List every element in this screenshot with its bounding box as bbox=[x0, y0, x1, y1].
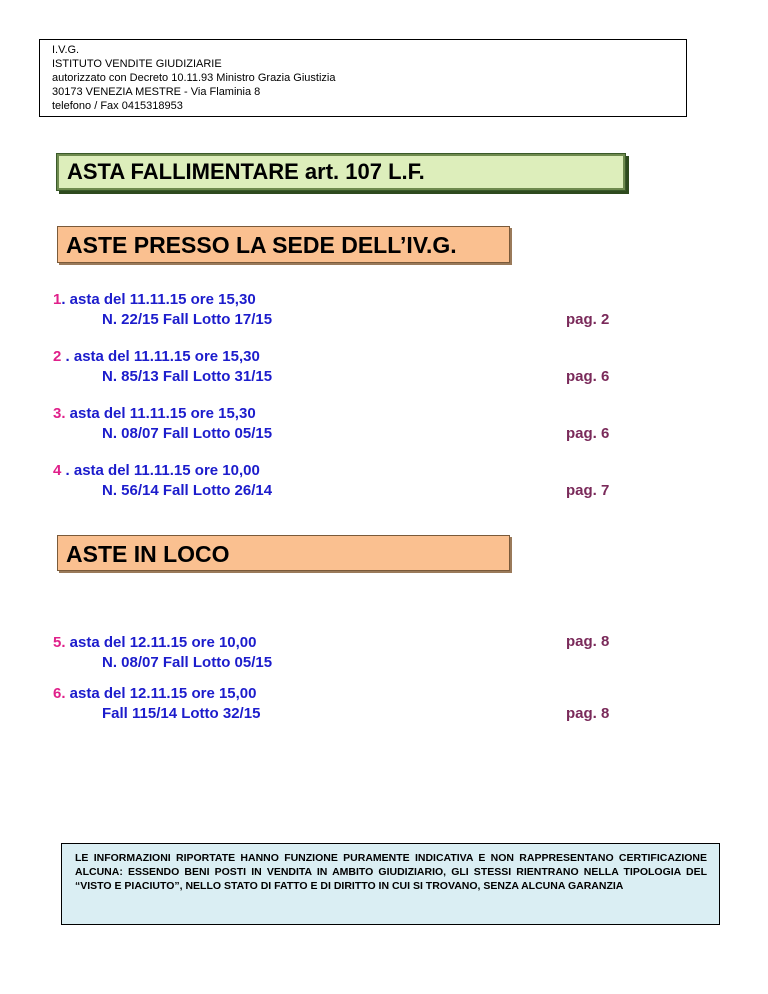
item-date: . asta del 11.11.15 ore 15,30 bbox=[61, 348, 260, 365]
item-date: asta del 11.11.15 ore 15,30 bbox=[65, 405, 256, 422]
list-item bbox=[53, 684, 260, 724]
item-lot: N. 08/07 Fall Lotto 05/15 bbox=[102, 654, 273, 671]
list-item bbox=[53, 633, 272, 673]
section-title-sede: ASTE PRESSO LA SEDE DELL’IV.G. bbox=[57, 226, 510, 263]
item-lot: N. 85/13 Fall Lotto 31/15 bbox=[102, 368, 273, 385]
item-number: 4 bbox=[53, 462, 62, 479]
header-authorization: autorizzato con Decreto 10.11.93 Ministro Grazia Giustizia bbox=[52, 72, 336, 84]
item-number: 3. bbox=[53, 405, 66, 422]
item-page-ref: pag. 7 bbox=[566, 482, 610, 499]
header-org-abbrev: I.V.G. bbox=[52, 44, 80, 56]
item-page-ref: pag. 2 bbox=[566, 311, 610, 328]
item-lot: Fall 115/14 Lotto 32/15 bbox=[102, 705, 261, 722]
item-page-ref: pag. 6 bbox=[566, 425, 610, 442]
item-number: 6. bbox=[53, 685, 66, 702]
list-item bbox=[53, 290, 272, 330]
header-phone: telefono / Fax 0415318953 bbox=[52, 100, 183, 112]
page-title: ASTA FALLIMENTARE art. 107 L.F. bbox=[56, 153, 626, 191]
item-number: 5. bbox=[53, 634, 66, 651]
item-number: 1 bbox=[53, 291, 62, 308]
header-address: 30173 VENEZIA MESTRE - Via Flaminia 8 bbox=[52, 86, 261, 98]
item-date: asta del 12.11.15 ore 10,00 bbox=[65, 634, 257, 651]
item-page-ref: pag. 8 bbox=[566, 633, 610, 650]
item-lot: N. 08/07 Fall Lotto 05/15 bbox=[102, 425, 273, 442]
item-number: 2 bbox=[53, 348, 62, 365]
item-page-ref: pag. 8 bbox=[566, 705, 610, 722]
section-title-loco: ASTE IN LOCO bbox=[57, 535, 510, 571]
list-item bbox=[53, 404, 272, 444]
header-org-name: ISTITUTO VENDITE GIUDIZIARIE bbox=[52, 58, 222, 70]
disclaimer-box: LE INFORMAZIONI RIPORTATE HANNO FUNZIONE PURAMENTE INDICATIVA E NON RAPPRESENTANO CERTIFICAZIONE ALCUNA: ESSENDO BENI POSTI IN VENDITA IN AMBITO GIUDIZIARIO, GLI STESSI RIENTRANO NELLA TIPOLOGIA DEL “VISTO E PIACIUTO”, NELLO STATO DI FATTO E DI DIRITTO IN CUI SI TROVANO, SENZA ALCUNA GARANZIA bbox=[61, 843, 720, 925]
item-date: asta del 12.11.15 ore 15,00 bbox=[65, 685, 257, 702]
header-box bbox=[39, 39, 687, 117]
item-date: . asta del 11.11.15 ore 15,30 bbox=[61, 291, 256, 308]
list-item bbox=[53, 347, 272, 387]
item-lot: N. 22/15 Fall Lotto 17/15 bbox=[102, 311, 273, 328]
list-item bbox=[53, 461, 272, 501]
item-page-ref: pag. 6 bbox=[566, 368, 610, 385]
item-date: . asta del 11.11.15 ore 10,00 bbox=[61, 462, 260, 479]
item-lot: N. 56/14 Fall Lotto 26/14 bbox=[102, 482, 273, 499]
